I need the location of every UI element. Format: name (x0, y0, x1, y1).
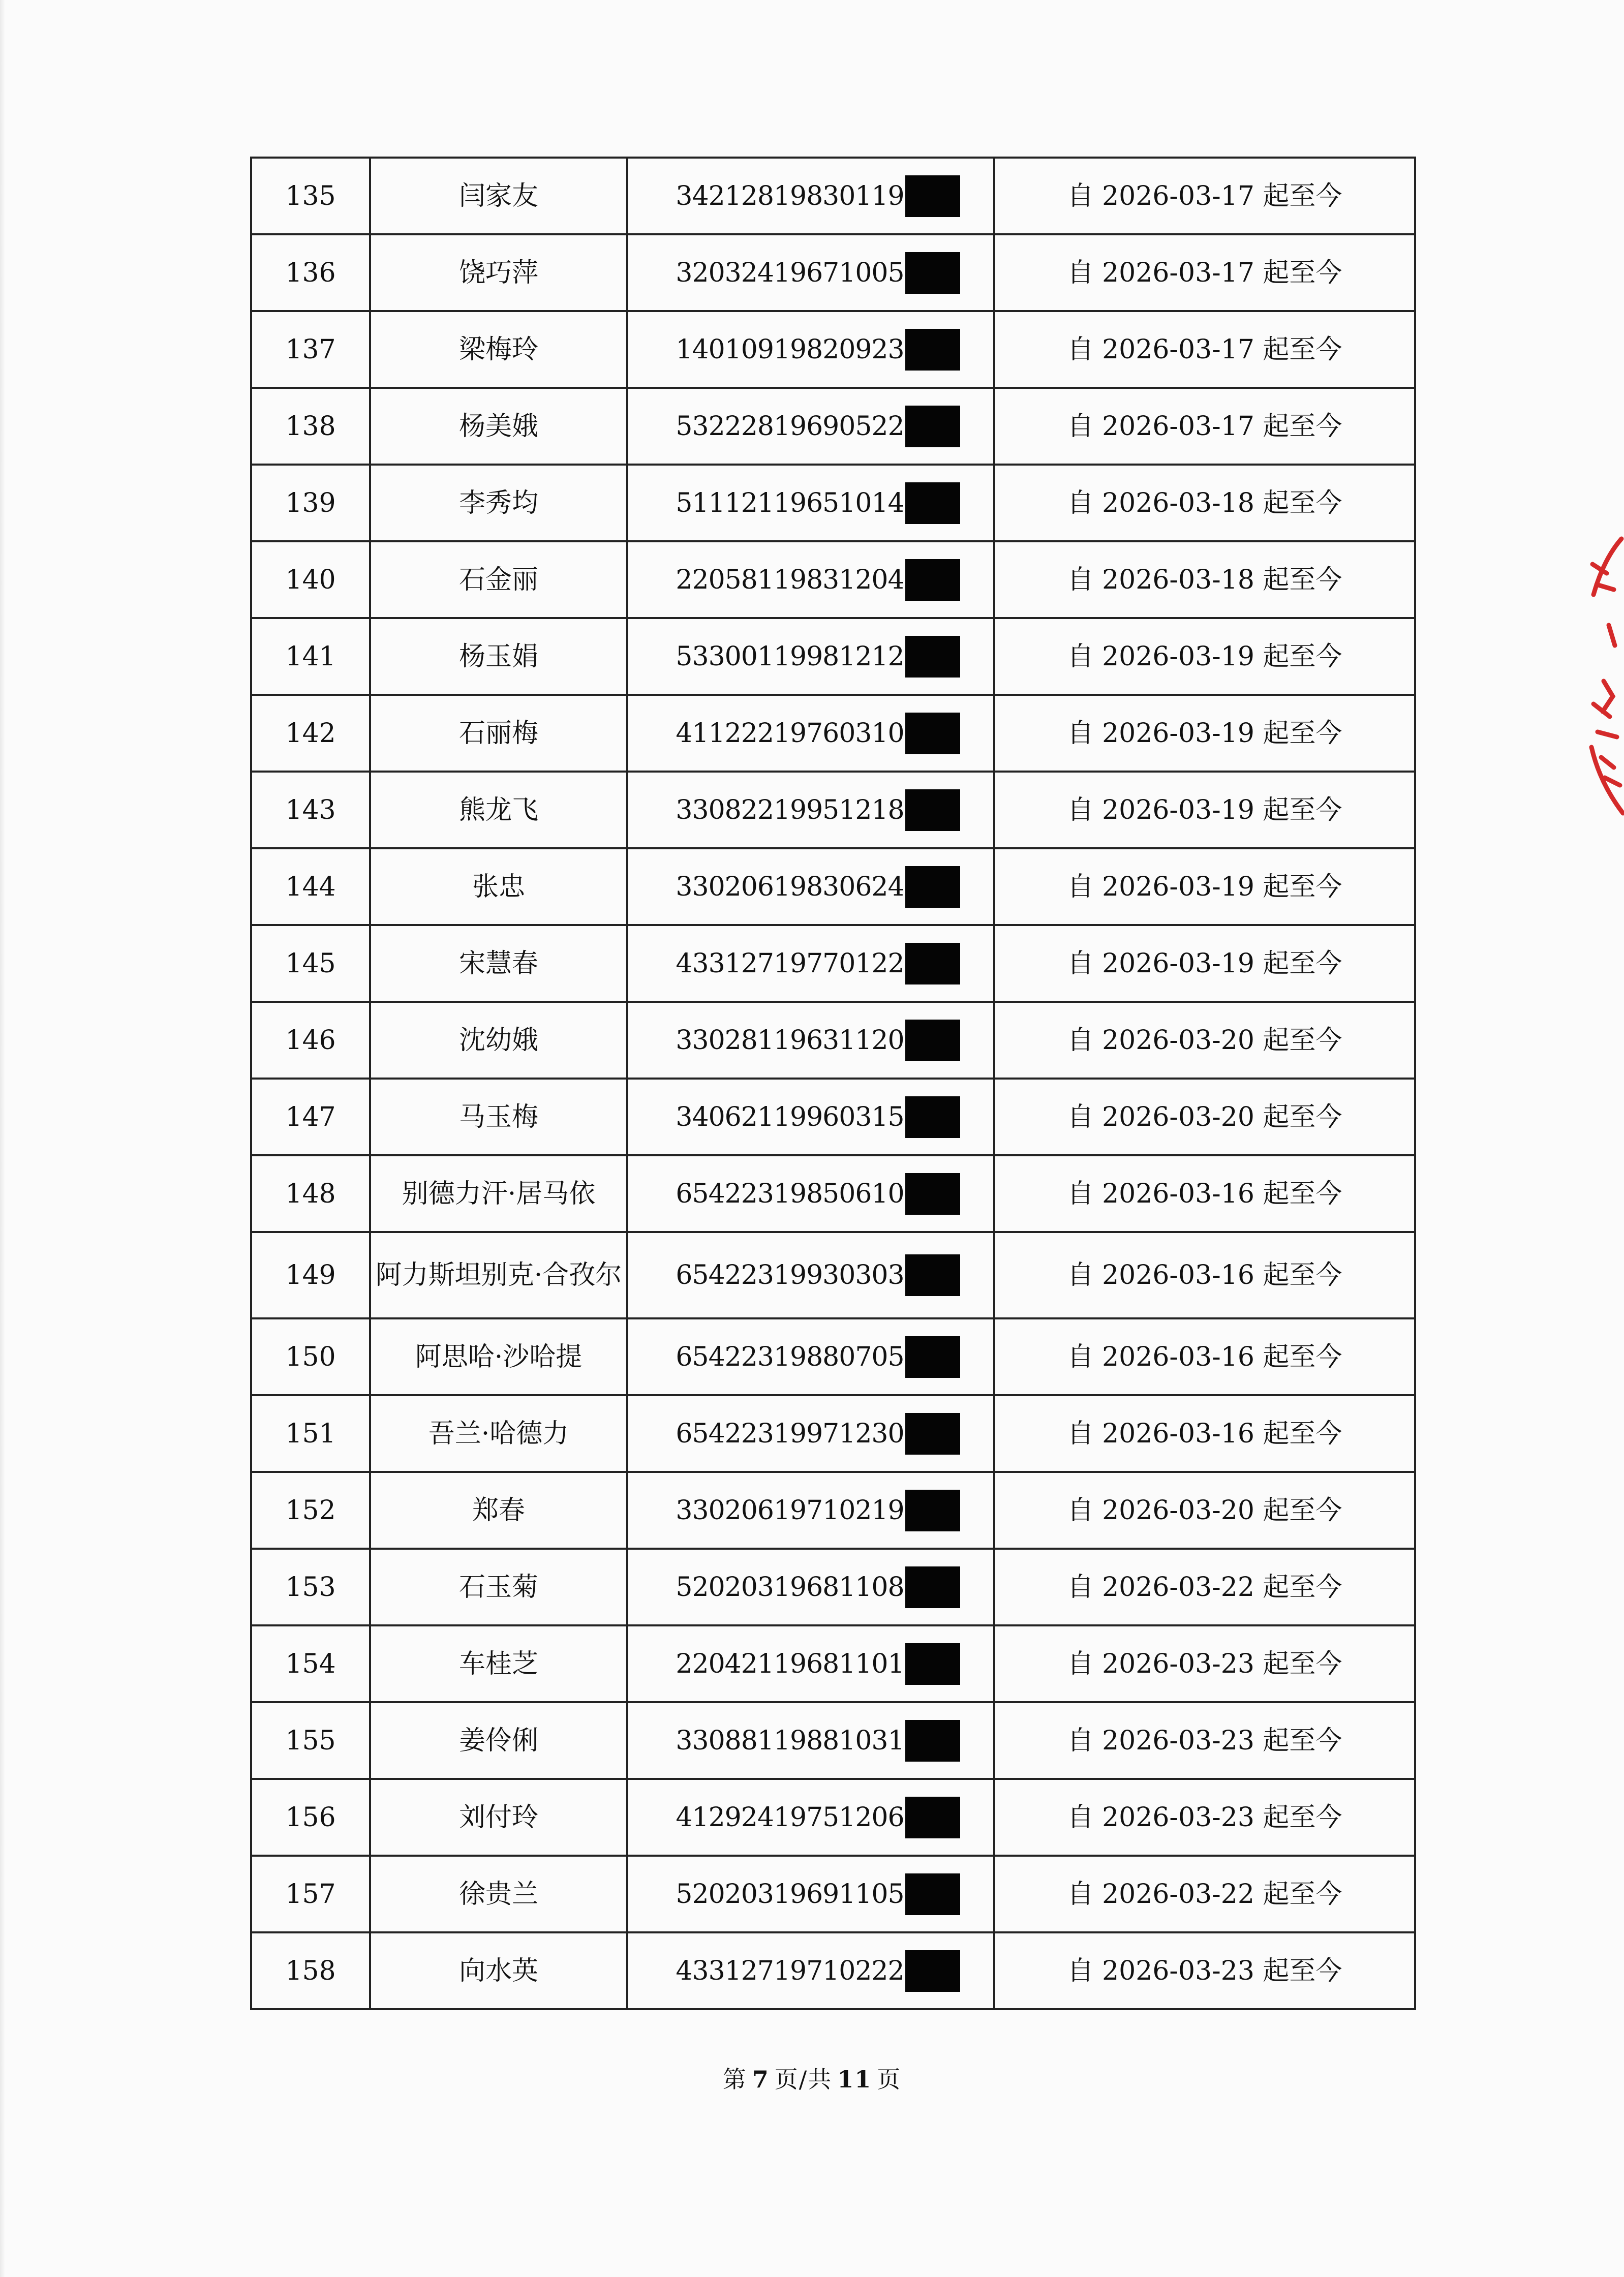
period-cell: 自 2026-03-17 起至今 (994, 311, 1415, 388)
period-cell: 自 2026-03-16 起至今 (994, 1318, 1415, 1395)
period-cell: 自 2026-03-22 起至今 (994, 1856, 1415, 1932)
person-name: 马玉梅 (458, 1101, 538, 1132)
person-name: 李秀均 (458, 487, 538, 518)
redaction-bar-icon (905, 943, 960, 984)
row-number-cell: 137 (251, 311, 370, 388)
row-number-cell: 143 (251, 772, 370, 848)
name-cell (370, 848, 627, 925)
id-number-group (676, 1720, 960, 1762)
redaction-bar-icon (905, 482, 960, 524)
id-number-visible: 53300119981212 (676, 641, 904, 672)
id-number-group (676, 482, 960, 524)
redaction-bar-icon (905, 1950, 960, 1992)
name-cell (370, 541, 627, 618)
period-cell: 自 2026-03-19 起至今 (994, 695, 1415, 772)
row-number-cell: 142 (251, 695, 370, 772)
id-number-visible: 33082219951218 (676, 794, 904, 825)
person-name: 阿思哈·沙哈提 (415, 1341, 583, 1372)
id-number-group (676, 943, 960, 984)
row-number-cell: 141 (251, 618, 370, 695)
period-cell: 自 2026-03-17 起至今 (994, 234, 1415, 311)
id-number-group (676, 1797, 960, 1838)
period-cell: 自 2026-03-23 起至今 (994, 1625, 1415, 1702)
id-number-cell (627, 1318, 994, 1395)
period-cell: 自 2026-03-20 起至今 (994, 1002, 1415, 1079)
id-number-group (676, 1566, 960, 1608)
redaction-bar-icon (905, 866, 960, 908)
redaction-bar-icon (905, 559, 960, 601)
row-number-cell: 144 (251, 848, 370, 925)
row-number-cell: 152 (251, 1472, 370, 1549)
id-number-group (676, 1413, 960, 1455)
name-cell (370, 311, 627, 388)
person-name: 石金丽 (458, 564, 538, 595)
person-name: 刘付玲 (458, 1802, 538, 1833)
period-cell: 自 2026-03-19 起至今 (994, 848, 1415, 925)
name-cell (370, 1232, 627, 1318)
id-number-cell (627, 1232, 994, 1318)
id-number-visible: 33020619710219 (676, 1495, 904, 1526)
id-number-visible: 34062119960315 (676, 1101, 904, 1132)
id-number-group (676, 329, 960, 371)
table-row (251, 1079, 1415, 1155)
redaction-bar-icon (905, 1643, 960, 1685)
id-number-group (676, 1950, 960, 1992)
id-number-visible: 33020619830624 (676, 871, 904, 902)
person-name: 郑春 (472, 1495, 525, 1526)
name-cell (370, 1625, 627, 1702)
id-number-visible: 51112119651014 (676, 487, 904, 518)
row-number-cell: 147 (251, 1079, 370, 1155)
id-number-group (676, 559, 960, 601)
name-cell (370, 1549, 627, 1625)
person-name: 阿力斯坦别克·合孜尔 (375, 1260, 622, 1290)
name-cell (370, 465, 627, 541)
person-name: 饶巧萍 (458, 257, 538, 288)
id-number-group (676, 866, 960, 908)
id-number-visible: 65422319850610 (676, 1178, 904, 1209)
id-number-visible: 65422319930303 (676, 1260, 904, 1290)
period-cell: 自 2026-03-18 起至今 (994, 465, 1415, 541)
footer-suffix: 页 (877, 2066, 902, 2093)
person-name: 向水英 (458, 1955, 538, 1986)
id-number-cell (627, 1002, 994, 1079)
table-row (251, 1549, 1415, 1625)
redaction-bar-icon (905, 789, 960, 831)
period-cell: 自 2026-03-17 起至今 (994, 158, 1415, 234)
name-cell (370, 1002, 627, 1079)
table-row (251, 541, 1415, 618)
id-number-visible: 14010919820923 (676, 334, 904, 365)
table-row (251, 618, 1415, 695)
period-cell: 自 2026-03-16 起至今 (994, 1155, 1415, 1232)
table-row (251, 388, 1415, 465)
table-row (251, 1702, 1415, 1779)
period-cell: 自 2026-03-23 起至今 (994, 1932, 1415, 2009)
redaction-bar-icon (905, 1797, 960, 1838)
id-number-visible: 65422319971230 (676, 1418, 904, 1449)
row-number-cell: 153 (251, 1549, 370, 1625)
table-row (251, 1002, 1415, 1079)
period-cell: 自 2026-03-19 起至今 (994, 618, 1415, 695)
id-number-cell (627, 1702, 994, 1779)
period-cell: 自 2026-03-19 起至今 (994, 925, 1415, 1002)
table-row (251, 1625, 1415, 1702)
footer-middle: 页/共 (774, 2066, 833, 2093)
period-cell: 自 2026-03-23 起至今 (994, 1779, 1415, 1856)
id-number-visible: 22042119681101 (676, 1648, 904, 1679)
id-number-cell (627, 848, 994, 925)
redaction-bar-icon (905, 175, 960, 217)
id-number-cell (627, 388, 994, 465)
id-number-visible: 33088119881031 (676, 1725, 904, 1756)
table-row (251, 772, 1415, 848)
footer-prefix: 第 (722, 2066, 747, 2093)
name-cell (370, 695, 627, 772)
row-number-cell: 138 (251, 388, 370, 465)
person-name: 吾兰·哈德力 (428, 1418, 569, 1449)
id-number-cell (627, 1625, 994, 1702)
redaction-bar-icon (905, 713, 960, 754)
period-cell: 自 2026-03-16 起至今 (994, 1232, 1415, 1318)
id-number-cell (627, 1395, 994, 1472)
name-cell (370, 388, 627, 465)
id-number-cell (627, 234, 994, 311)
id-number-group (676, 636, 960, 678)
redaction-bar-icon (905, 1020, 960, 1061)
name-cell (370, 1395, 627, 1472)
id-number-cell (627, 1856, 994, 1932)
redaction-bar-icon (905, 1873, 960, 1915)
table-row (251, 1318, 1415, 1395)
person-name: 别德力汗·居马依 (402, 1178, 596, 1209)
id-number-cell (627, 1549, 994, 1625)
person-name: 沈幼娥 (458, 1025, 538, 1056)
period-cell: 自 2026-03-23 起至今 (994, 1702, 1415, 1779)
name-cell (370, 1155, 627, 1232)
redaction-bar-icon (905, 1566, 960, 1608)
id-number-visible: 41292419751206 (676, 1802, 904, 1833)
id-number-visible: 43312719710222 (676, 1955, 904, 1986)
table-row (251, 1232, 1415, 1318)
period-cell: 自 2026-03-16 起至今 (994, 1395, 1415, 1472)
table-row (251, 1856, 1415, 1932)
name-cell (370, 1472, 627, 1549)
row-number-cell: 151 (251, 1395, 370, 1472)
name-cell (370, 1318, 627, 1395)
name-cell (370, 772, 627, 848)
row-number-cell: 158 (251, 1932, 370, 2009)
id-number-cell (627, 541, 994, 618)
person-name: 梁梅玲 (458, 334, 538, 365)
footer-total-pages: 11 (837, 2066, 872, 2093)
redaction-bar-icon (905, 1336, 960, 1378)
id-number-cell (627, 1779, 994, 1856)
roster-table-body (251, 158, 1415, 2009)
row-number-cell: 148 (251, 1155, 370, 1232)
row-number-cell: 157 (251, 1856, 370, 1932)
redaction-bar-icon (905, 1490, 960, 1531)
table-row (251, 1395, 1415, 1472)
id-number-group (676, 1873, 960, 1915)
row-number-cell: 146 (251, 1002, 370, 1079)
period-cell: 自 2026-03-20 起至今 (994, 1079, 1415, 1155)
roster-table (250, 157, 1416, 2010)
page-edge-shadow (0, 0, 5, 2277)
row-number-cell: 154 (251, 1625, 370, 1702)
id-number-visible: 52020319681108 (676, 1572, 904, 1603)
table-row (251, 311, 1415, 388)
id-number-group (676, 175, 960, 217)
redaction-bar-icon (905, 1413, 960, 1455)
id-number-cell (627, 772, 994, 848)
row-number-cell: 145 (251, 925, 370, 1002)
person-name: 杨玉娟 (458, 641, 538, 672)
id-number-group (676, 252, 960, 294)
person-name: 徐贵兰 (458, 1879, 538, 1910)
id-number-group (676, 1490, 960, 1531)
period-cell: 自 2026-03-22 起至今 (994, 1549, 1415, 1625)
person-name: 石丽梅 (458, 718, 538, 749)
table-row (251, 1472, 1415, 1549)
redaction-bar-icon (905, 329, 960, 371)
table-row (251, 848, 1415, 925)
person-name: 姜伶俐 (458, 1725, 538, 1756)
redaction-bar-icon (905, 252, 960, 294)
id-number-group (676, 1254, 960, 1296)
person-name: 张忠 (472, 871, 525, 902)
table-row (251, 234, 1415, 311)
person-name: 车桂芝 (458, 1648, 538, 1679)
table-row (251, 1932, 1415, 2009)
period-cell: 自 2026-03-20 起至今 (994, 1472, 1415, 1549)
redaction-bar-icon (905, 406, 960, 447)
name-cell (370, 1932, 627, 2009)
id-number-cell (627, 1472, 994, 1549)
row-number-cell: 156 (251, 1779, 370, 1856)
id-number-visible: 53222819690522 (676, 411, 904, 442)
id-number-cell (627, 695, 994, 772)
id-number-cell (627, 158, 994, 234)
row-number-cell: 139 (251, 465, 370, 541)
row-number-cell: 136 (251, 234, 370, 311)
id-number-group (676, 789, 960, 831)
row-number-cell: 150 (251, 1318, 370, 1395)
period-cell: 自 2026-03-17 起至今 (994, 388, 1415, 465)
id-number-cell (627, 1932, 994, 2009)
id-number-visible: 43312719770122 (676, 948, 904, 979)
name-cell (370, 1079, 627, 1155)
person-name: 宋慧春 (458, 948, 538, 979)
person-name: 闫家友 (458, 180, 538, 211)
footer-current-page: 7 (752, 2066, 770, 2093)
redaction-bar-icon (905, 1254, 960, 1296)
redaction-bar-icon (905, 1720, 960, 1762)
name-cell (370, 234, 627, 311)
row-number-cell: 135 (251, 158, 370, 234)
name-cell (370, 925, 627, 1002)
id-number-group (676, 1020, 960, 1061)
id-number-visible: 65422319880705 (676, 1341, 904, 1372)
name-cell (370, 1702, 627, 1779)
id-number-group (676, 1643, 960, 1685)
id-number-group (676, 406, 960, 447)
id-number-cell (627, 1079, 994, 1155)
id-number-cell (627, 311, 994, 388)
person-name: 熊龙飞 (458, 794, 538, 825)
id-number-visible: 22058119831204 (676, 564, 904, 595)
id-number-visible: 34212819830119 (676, 180, 904, 211)
row-number-cell: 140 (251, 541, 370, 618)
table-row (251, 158, 1415, 234)
table-row (251, 695, 1415, 772)
redaction-bar-icon (905, 1173, 960, 1215)
table-row (251, 465, 1415, 541)
id-number-cell (627, 1155, 994, 1232)
id-number-group (676, 1173, 960, 1215)
table-row (251, 925, 1415, 1002)
id-number-group (676, 1336, 960, 1378)
id-number-visible: 41122219760310 (676, 718, 904, 749)
id-number-cell (627, 925, 994, 1002)
redaction-bar-icon (905, 1096, 960, 1138)
redaction-bar-icon (905, 636, 960, 678)
name-cell (370, 158, 627, 234)
id-number-group (676, 1096, 960, 1138)
id-number-visible: 32032419671005 (676, 257, 904, 288)
period-cell: 自 2026-03-19 起至今 (994, 772, 1415, 848)
table-row (251, 1779, 1415, 1856)
period-cell: 自 2026-03-18 起至今 (994, 541, 1415, 618)
person-name: 石玉菊 (458, 1572, 538, 1603)
id-number-visible: 33028119631120 (676, 1025, 904, 1056)
official-seal-icon (1573, 529, 1624, 844)
table-row (251, 1155, 1415, 1232)
id-number-visible: 52020319691105 (676, 1879, 904, 1910)
page-footer (0, 2061, 1624, 2095)
person-name: 杨美娥 (458, 411, 538, 442)
row-number-cell: 149 (251, 1232, 370, 1318)
name-cell (370, 1779, 627, 1856)
name-cell (370, 618, 627, 695)
name-cell (370, 1856, 627, 1932)
id-number-cell (627, 465, 994, 541)
id-number-group (676, 713, 960, 754)
id-number-cell (627, 618, 994, 695)
row-number-cell: 155 (251, 1702, 370, 1779)
